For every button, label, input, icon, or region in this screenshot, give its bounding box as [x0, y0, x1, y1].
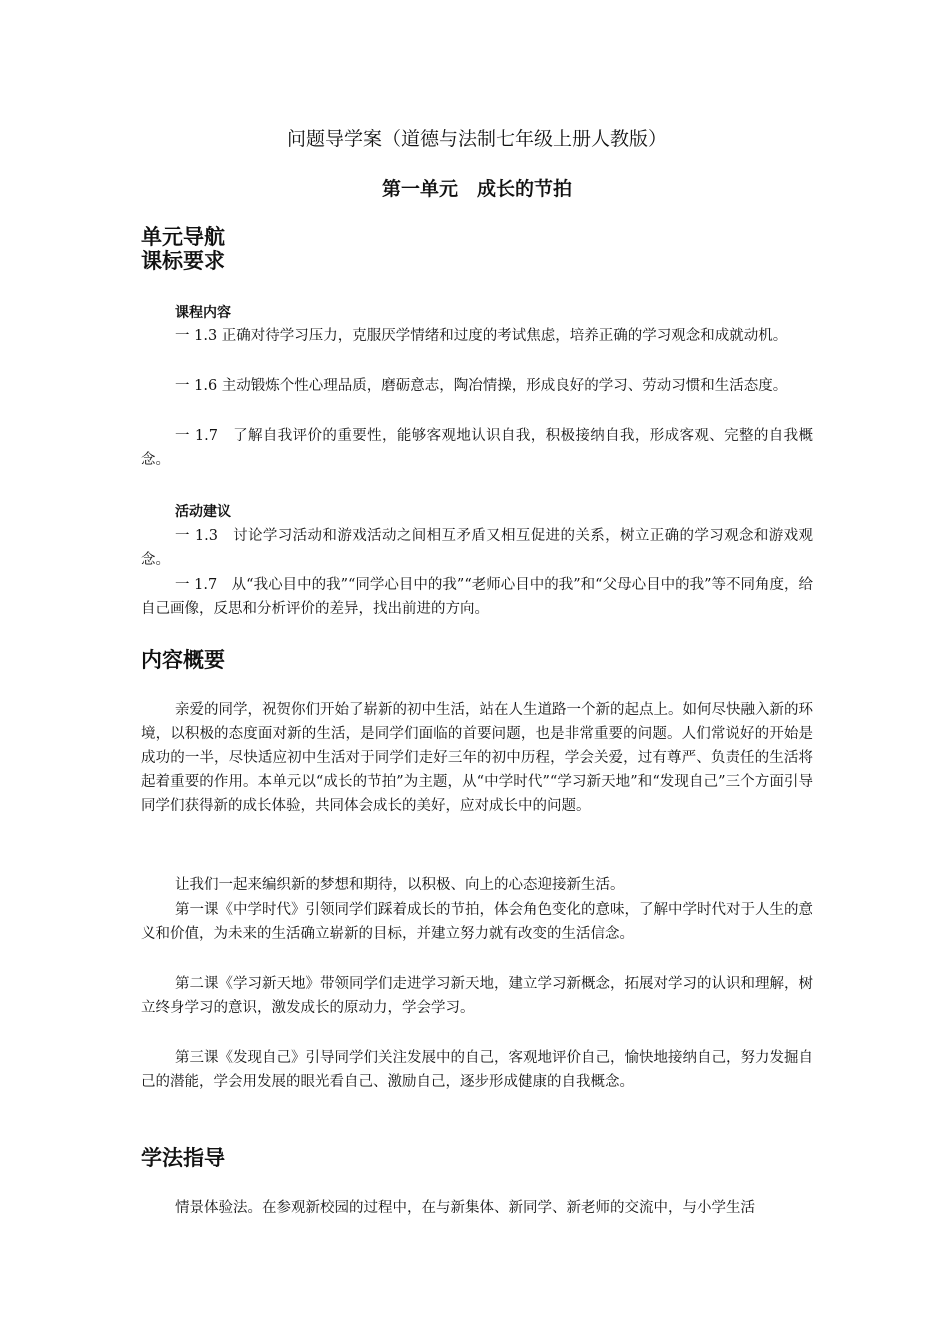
summary-paragraph: 第二课《学习新天地》带领同学们走进学习新天地，建立学习新概念，拓展对学习的认识和理解，树立终身学习的意识，激发成长的原动力，学会学习。	[141, 976, 813, 1016]
summary-paragraph: 第三课《发现自己》引导同学们关注发展中的自己，客观地评价自己，愉快地接纳自己，努力发掘自己的潜能，学会用发展的眼光看自己、激励自己，逐步形成健康的自我概念。	[141, 1050, 813, 1090]
heading-course-content: 课程内容	[175, 305, 231, 321]
heading-summary: 内容概要	[141, 648, 225, 672]
summary-paragraph: 第一课《中学时代》引领同学们踩着成长的节拍，体会角色变化的意味，了解中学时代对于人生的意义和价值，为未来的生活确立崭新的目标，并建立努力就有改变的生活信念。	[141, 902, 813, 942]
course-item: 一 1.3 正确对待学习压力，克服厌学情绪和过度的考试焦虑，培养正确的学习观念和成就动机。	[175, 328, 788, 344]
heading-unit-nav: 单元导航	[141, 225, 225, 249]
heading-curriculum: 课标要求	[141, 249, 225, 273]
course-item: 一 1.6 主动锻炼个性心理品质，磨砺意志，陶冶情操，形成良好的学习、劳动习惯和生活态度。	[175, 378, 788, 394]
activity-item: 一 1.7 从“我心目中的我”“同学心目中的我”“老师心目中的我”和“父母心目中的我”等不同角度，给自己画像，反思和分析评价的差异，找出前进的方向。	[141, 577, 813, 617]
unit-title: 第一单元 成长的节拍	[381, 178, 572, 200]
method-paragraph: 情景体验法。在参观新校园的过程中，在与新集体、新同学、新老师的交流中，与小学生活	[175, 1200, 755, 1216]
summary-paragraph: 亲爱的同学，祝贺你们开始了崭新的初中生活，站在人生道路一个新的起点上。如何尽快融入新的环境，以积极的态度面对新的生活，是同学们面临的首要问题，也是非常重要的问题。人们常说好的开始是成功的一半，尽快适应初中生活对于同学们走好三年的初中历程，学会关爱，过有尊严、负责任的生活将起着重要的作用。本单元以“成长的节拍”为主题，从“中学时代”“学习新天地”和“发现自己”三个方面引导同学们获得新的成长体验，共同体会成长的美好，应对成长中的问题。	[141, 702, 813, 814]
heading-method: 学法指导	[141, 1146, 225, 1170]
activity-item: 一 1.3 讨论学习活动和游戏活动之间相互矛盾又相互促进的关系，树立正确的学习观念和游戏观念。	[141, 528, 813, 568]
document-title: 问题导学案（道德与法制七年级上册人教版）	[286, 128, 667, 150]
summary-paragraph: 让我们一起来编织新的梦想和期待，以积极、向上的心态迎接新生活。	[175, 877, 625, 893]
heading-activity: 活动建议	[175, 504, 231, 520]
course-item: 一 1.7 了解自我评价的重要性，能够客观地认识自我，积极接纳自我，形成客观、完整的自我概念。	[141, 428, 813, 468]
